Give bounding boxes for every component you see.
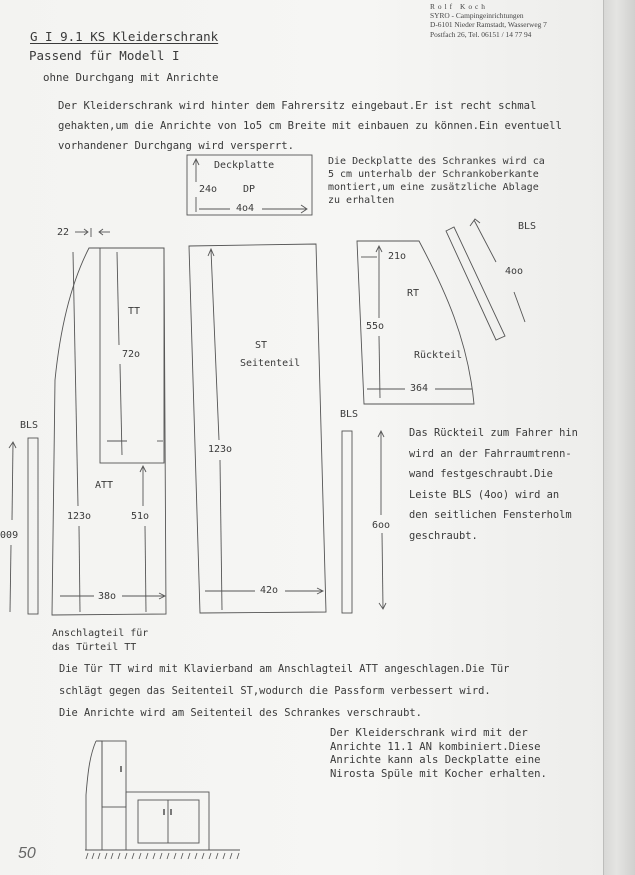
intro-line: Der Kleiderschrank wird hinter dem Fahrersitz eingebaut.Er ist recht schmal bbox=[58, 100, 537, 112]
rt-name: Rückteil bbox=[414, 350, 463, 361]
sender-name: Rolf Koch bbox=[430, 2, 488, 11]
note-line: 5 cm unterhalb der Schrankoberkante bbox=[328, 169, 539, 180]
deckplatte-note bbox=[328, 155, 545, 207]
bls-left-outline bbox=[28, 438, 38, 614]
page-number: 50 bbox=[18, 845, 36, 862]
document-subtitle: Passend für Modell I bbox=[29, 48, 180, 63]
note-line: geschraubt. bbox=[409, 529, 478, 542]
note-line: den seitlichen Fensterholm bbox=[409, 509, 572, 521]
st-outline bbox=[189, 244, 326, 613]
deckplatte-width: 4o4 bbox=[236, 203, 255, 214]
st-width: 42o bbox=[260, 585, 279, 596]
att-inner-height: 51o bbox=[131, 511, 150, 522]
combination-sketch bbox=[85, 741, 240, 850]
bls-diag-code: BLS bbox=[518, 221, 537, 232]
caption-line: das Türteil TT bbox=[52, 642, 137, 653]
rt-note bbox=[409, 423, 578, 546]
sender-company: SYRO - Campingeinrichtungen bbox=[430, 11, 524, 21]
assembly-line: Die Anrichte wird am Seitenteil des Schrankes verschraubt. bbox=[59, 707, 422, 719]
floor-hatching bbox=[86, 853, 239, 859]
note-line: montiert,um eine zusätzliche Ablage bbox=[328, 182, 539, 193]
tt-code: TT bbox=[128, 306, 141, 317]
note-line: Anrichte kann als Deckplatte eine bbox=[330, 754, 541, 766]
bls-left-length: 600 bbox=[0, 528, 19, 539]
assembly-line: Die Tür TT wird mit Klavierband am Anschlagteil ATT angeschlagen.Die Tür bbox=[59, 663, 510, 675]
assembly-paragraph bbox=[59, 658, 509, 724]
note-line: Die Deckplatte des Schrankes wird ca bbox=[328, 156, 545, 167]
tt-height-arrow bbox=[117, 252, 119, 345]
st-name: Seitenteil bbox=[240, 358, 301, 369]
note-line: Der Kleiderschrank wird mit der bbox=[330, 727, 528, 739]
att-outline bbox=[52, 248, 166, 615]
offset-label: 22 bbox=[57, 227, 70, 238]
bls-left-code: BLS bbox=[20, 420, 39, 431]
caption-line: Anschlagteil für bbox=[52, 628, 149, 639]
bls-right-code: BLS bbox=[340, 409, 359, 420]
document-title: G I 9.1 KS Kleiderschrank bbox=[30, 29, 219, 44]
bls-right-outline bbox=[342, 431, 352, 613]
combination-note bbox=[330, 727, 547, 781]
att-code: ATT bbox=[95, 480, 114, 491]
deckplatte-code: DP bbox=[243, 184, 256, 195]
rt-top-width: 21o bbox=[388, 251, 407, 262]
att-width: 38o bbox=[98, 591, 117, 602]
bls-diag-length: 4oo bbox=[505, 266, 524, 277]
assembly-line: schlägt gegen das Seitenteil ST,wodurch die Passform verbessert wird. bbox=[59, 685, 491, 697]
sender-contact: Postfach 26, Tel. 06151 / 14 77 94 bbox=[430, 29, 532, 39]
bls-diagonal-outline bbox=[446, 227, 505, 340]
intro-line: gehakten,um die Anrichte von 1o5 cm Breite mit einbauen zu können.Ein eventuell bbox=[58, 120, 562, 132]
note-line: zu erhalten bbox=[328, 195, 395, 206]
note-line: Anrichte 11.1 AN kombiniert.Diese bbox=[330, 740, 541, 753]
st-height: 123o bbox=[208, 444, 233, 455]
att-caption bbox=[52, 627, 148, 655]
note-line: wird an der Fahrraumtrenn- bbox=[409, 447, 572, 460]
tt-height: 72o bbox=[122, 349, 141, 360]
rt-width: 364 bbox=[410, 383, 429, 394]
sender-address: D-6101 Nieder Ramstadt, Wasserweg 7 bbox=[430, 20, 547, 30]
rt-height: 55o bbox=[366, 321, 385, 332]
note-line: Nirosta Spüle mit Kocher erhalten. bbox=[330, 767, 547, 780]
att-height: 123o bbox=[67, 511, 92, 522]
deckplatte-title: Deckplatte bbox=[214, 160, 275, 171]
intro-line: vorhandener Durchgang wird versperrt. bbox=[58, 140, 294, 152]
bls-right-length: 6oo bbox=[372, 520, 391, 531]
note-line: Das Rückteil zum Fahrer hin bbox=[409, 427, 578, 439]
st-code: ST bbox=[255, 340, 268, 351]
st-height-arrow bbox=[211, 250, 219, 440]
note-line: Leiste BLS (4oo) wird an bbox=[409, 488, 560, 501]
deckplatte-height: 24o bbox=[199, 184, 218, 195]
variant-label: ohne Durchgang mit Anrichte bbox=[43, 71, 219, 84]
rt-code: RT bbox=[407, 288, 420, 299]
note-line: wand festgeschraubt.Die bbox=[409, 468, 553, 480]
